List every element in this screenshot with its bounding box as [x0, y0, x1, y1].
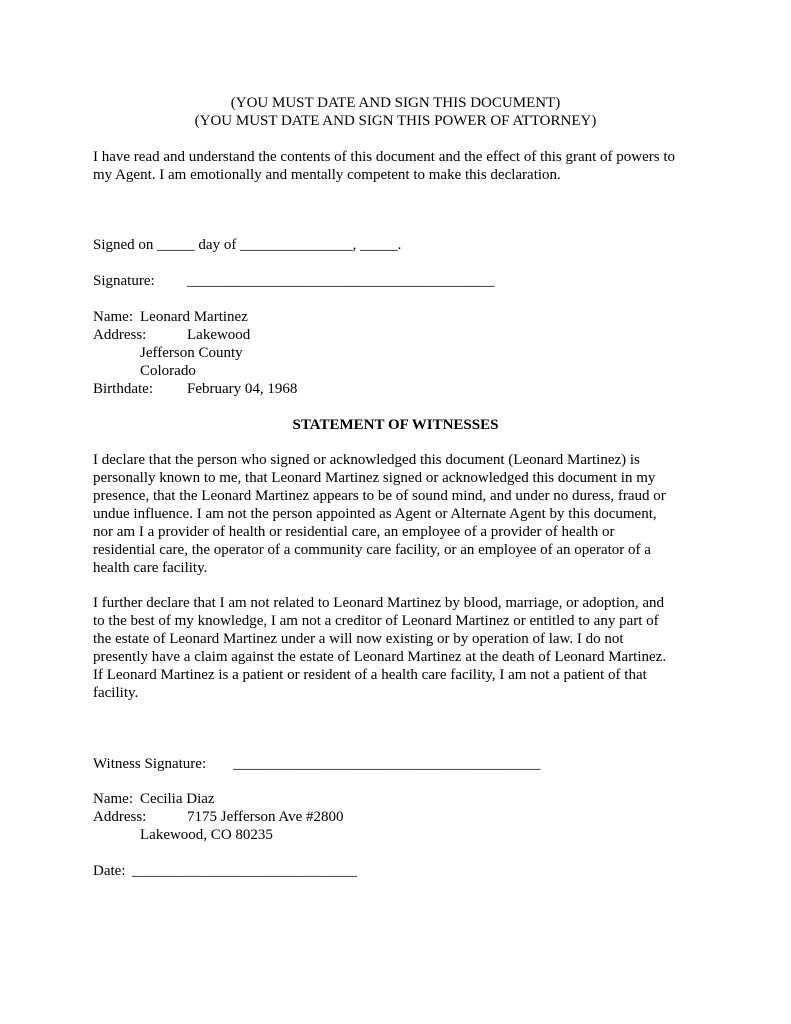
principal-birthdate-label: Birthdate:	[93, 381, 153, 397]
principal-address-label: Address:	[93, 327, 147, 343]
principal-address-line-3: Colorado	[140, 363, 196, 379]
declaration-paragraph: I have read and understand the contents of this document and the effect of this grant of powers to my Agent. I am emotionally and mentally competent to make this declaration.	[93, 149, 676, 183]
principal-name-label: Name:	[93, 309, 133, 325]
witness-address-label: Address:	[93, 809, 147, 825]
signature-line: _________________________________________	[187, 273, 495, 289]
witness-name: Cecilia Diaz	[140, 791, 215, 807]
header-line-1: (YOU MUST DATE AND SIGN THIS DOCUMENT)	[230, 95, 561, 111]
witness-signature-label: Witness Signature:	[93, 756, 207, 772]
principal-birthdate: February 04, 1968	[187, 381, 298, 397]
witness-address-line-1: 7175 Jefferson Ave #2800	[187, 809, 344, 825]
principal-name: Leonard Martinez	[140, 309, 248, 325]
witness-date-line: ______________________________	[132, 863, 357, 879]
witness-signature-line: _________________________________________	[233, 756, 541, 772]
signature-label: Signature:	[93, 273, 155, 289]
witness-statement-heading: STATEMENT OF WITNESSES	[292, 417, 499, 433]
header-line-2: (YOU MUST DATE AND SIGN THIS POWER OF ATTORNEY)	[194, 113, 597, 129]
witness-address-line-2: Lakewood, CO 80235	[140, 827, 273, 843]
witness-date-label: Date:	[93, 863, 126, 879]
principal-address-line-1: Lakewood	[187, 327, 251, 343]
witness-name-label: Name:	[93, 791, 133, 807]
signed-on-line: Signed on _____ day of _______________, _____.	[93, 237, 402, 253]
principal-address-line-2: Jefferson County	[140, 345, 243, 361]
witness-statement-paragraph-1: I declare that the person who signed or acknowledged this document (Leonard Martinez) is personally known to me, that Leonard Martinez signed or acknowledged this document in my presence, that the Leonard Martinez appears to be of sound mind, and under no duress, fraud or undue influence. I am not the person appointed as Agent or Alternate Agent by this document, nor am I a provider of health or residential care, an employee of a provider of health or residential care, the operator of a community care facility, or an employee of an operator of a health care facility.	[93, 452, 666, 576]
witness-statement-paragraph-2: I further declare that I am not related to Leonard Martinez by blood, marriage, or adoption, and to the best of my knowledge, I am not a creditor of Leonard Martinez or entitled to any part of the estate of Leonard Martinez under a will now existing or by operation of law. I do not presently have a claim against the estate of Leonard Martinez at the death of Leonard Martinez. If Leonard Martinez is a patient or resident of a health care facility, I am not a patient of that facility.	[93, 595, 667, 701]
